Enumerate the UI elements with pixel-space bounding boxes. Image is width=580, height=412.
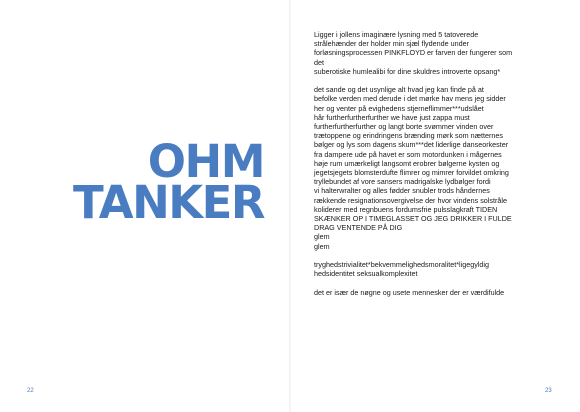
- poem-line: glem: [314, 241, 330, 251]
- title-line-1: OHM: [147, 135, 264, 188]
- page-gutter: [289, 0, 291, 412]
- poem-line: koliderer med regnbuens fordumsfrie pulsslagkraft TIDEN: [314, 204, 498, 214]
- poem-line: bølger og lys som dagens skum***det liderlige danseorkester: [314, 140, 509, 150]
- poem-line: hår furtherfurtherfurther we have just zappa must: [314, 112, 470, 122]
- poem-line: hedsidentitet seksualkomplexitet: [314, 269, 418, 279]
- poem-line: DRAG VENTENDE PÅ DIG: [314, 223, 403, 233]
- stanza-1: [314, 30, 540, 76]
- poem-line: det: [314, 57, 324, 67]
- poem-line: her og venter på evighedens stjerneflimmer***udslået: [314, 103, 484, 113]
- poem-line: furtherfurtherfurther og langt borte svømmer vinden over: [314, 122, 494, 132]
- poem-line: fra dampere ude på havet er som motordunken i mågernes: [314, 149, 502, 159]
- poem-line: SKÆNKER OP I TIMEGLASSET OG JEG DRIKKER I FULDE: [314, 214, 512, 224]
- poem-line: forløsningsprocessen PINKFLOYD er farven der fungerer som: [314, 48, 513, 58]
- poem-line: trætoppene og erindringens brænding mørk som nætternes: [314, 131, 503, 141]
- poem-line: jegetsjegets blomsterdufte flimrer og mimrer forvildet omkring: [314, 168, 509, 178]
- poem-body: [314, 30, 540, 306]
- page-number-right: 23: [545, 388, 552, 394]
- stanza-3: [314, 260, 540, 278]
- poem-line: det sande og det usynlige alt hvad jeg kan finde på at: [314, 85, 484, 95]
- poem-line: Ligger i jollens imaginære lysning med 5 tatoverede: [314, 30, 479, 39]
- poem-title: [73, 135, 264, 229]
- poem-line: det er især de nøgne og usete mennesker der er værdifulde: [314, 287, 505, 297]
- poem-line: høje rum umærkeligt langsomt erobrer bølgerne kysten og: [314, 158, 500, 168]
- stanza-2: [314, 85, 540, 251]
- poem-line: tryllebundet af vore sansers madrigalske lydbølger fordi: [314, 177, 491, 187]
- stanza-4: [314, 288, 540, 297]
- poem-line: glem: [314, 232, 330, 242]
- poem-line: strålehænder der holder min sjæl flydende under: [314, 39, 470, 49]
- poem-line: vi halterwralter og alles fødder snubler trods håndernes: [314, 186, 490, 196]
- title-line-2: TANKER: [73, 176, 264, 229]
- poem-line: rækkende resignationsovergivelse der hvor vindens solstråle: [314, 195, 507, 205]
- poem-line: befolke verden med derude i det mørke hav mens jeg sidder: [314, 94, 506, 104]
- poem-line: suberotiske humlealibi for dine skuldres introverte opsang*: [314, 66, 501, 76]
- page-number-left: 22: [27, 388, 34, 394]
- poem-line: tryghedstrivialitet*bekvemmelighedsmoralitet*ligegyldig: [314, 260, 489, 270]
